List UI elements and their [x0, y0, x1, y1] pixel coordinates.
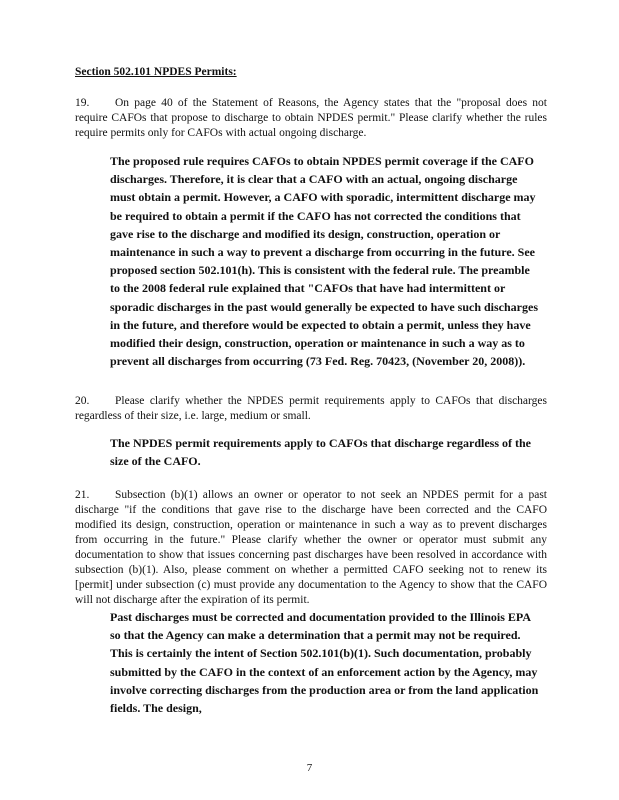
page-number: 7	[306, 762, 313, 774]
answer-19: The proposed rule requires CAFOs to obtain NPDES permit coverage if the CAFO discharges. Therefore, it is clear that a CAFO with an actual, ongoing discharge must obtain a permit. However, a CAFO with sporadic, intermittent discharge may be required to obtain a permit if the CAFO has not corrected the conditions that gave rise to the discharge and modified its design, construction, operation or maintenance in such a way to prevent a discharge from occurring in the future. See proposed section 502.101(h). This is consistent with the federal rule. The preamble to the 2008 federal rule explained that "CAFOs that have had intermittent or sporadic discharges in the past would generally be expected to have such discharges in the future, and therefore would be expected to obtain a permit, unless they have modified their design, construction, operation or maintenance in such a way as to prevent all discharges from occurring (73 Fed. Reg. 70423, (November 20, 2008)).	[110, 154, 539, 369]
question-number: 19.	[75, 97, 90, 109]
question-number: 21.	[75, 489, 90, 501]
question-text: Subsection (b)(1) allows an owner or operator to not seek an NPDES permit for a past discharge "if the conditions that gave rise to the discharge have been corrected and the CAFO modified its design, construction, operation or maintenance in such a way as to prevent discharges from occurring in the future." Please clarify whether the owner or operator must submit any documentation to show that issues concerning past discharges have been resolved in accordance with subsection (b)(1). Also, please comment on whether a permitted CAFO seeking not to renew its [permit] under subsection (c) must provide any documentation to the Agency to show that the CAFO will not discharge after the expiration of its permit.	[75, 489, 547, 606]
question-21	[75, 488, 547, 608]
question-number: 20.	[75, 395, 90, 407]
question-19	[75, 96, 547, 141]
answer-21: Past discharges must be corrected and documentation provided to the Illinois EPA so that the Agency can make a determination that a permit may not be required. This is certainly the intent of Section 502.101(b)(1). Such documentation, probably submitted by the CAFO in the context of an enforcement action by the Agency, may involve correcting discharges from the production area or from the land application fields. The design,	[110, 610, 539, 716]
section-heading: Section 502.101 NPDES Permits:	[75, 66, 237, 78]
question-text: On page 40 of the Statement of Reasons, the Agency states that the "proposal does not require CAFOs that propose to discharge to obtain NPDES permit." Please clarify whether the rules require permits only for CAFOs with actual ongoing discharge.	[75, 97, 547, 139]
answer-20: The NPDES permit requirements apply to CAFOs that discharge regardless of the size of the CAFO.	[110, 436, 531, 469]
question-20	[75, 394, 547, 424]
question-text: Please clarify whether the NPDES permit requirements apply to CAFOs that discharges regardless of their size, i.e. large, medium or small.	[75, 395, 547, 422]
